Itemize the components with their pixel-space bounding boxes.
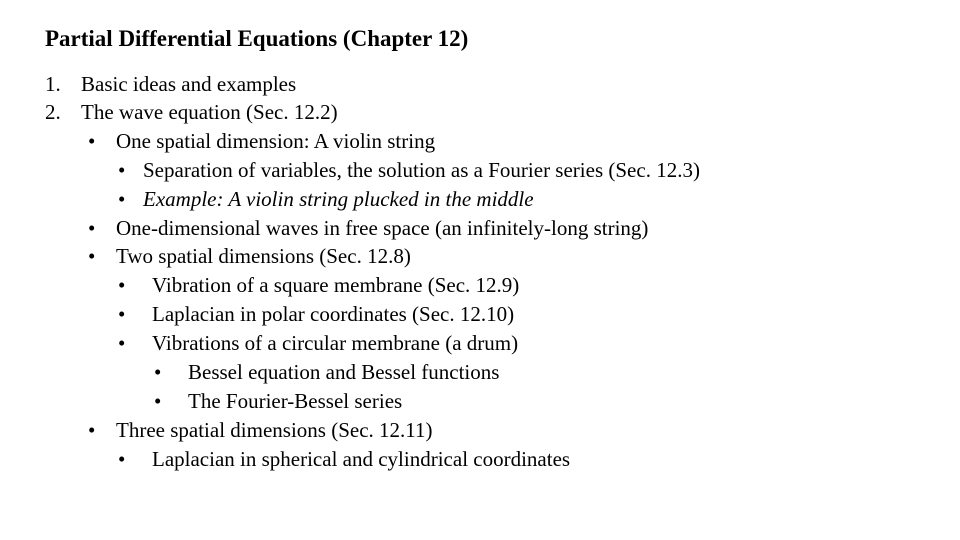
list-item: Laplacian in polar coordinates (Sec. 12.10) — [152, 302, 515, 326]
bullet-marker: • — [118, 331, 126, 355]
list-item: Vibration of a square membrane (Sec. 12.9) — [152, 273, 520, 297]
slide-title: Partial Differential Equations (Chapter 12) — [45, 26, 469, 51]
bullet-marker: • — [88, 244, 96, 268]
bullet-marker: • — [118, 447, 126, 471]
list-item: The wave equation (Sec. 12.2) — [81, 100, 338, 124]
list-marker: 2. — [45, 100, 61, 124]
bullet-marker: • — [154, 389, 162, 413]
bullet-marker: • — [118, 273, 126, 297]
bullet-marker: • — [118, 158, 126, 182]
bullet-marker: • — [88, 129, 96, 153]
list-item: One-dimensional waves in free space (an infinitely-long string) — [116, 216, 649, 240]
list-item: Laplacian in spherical and cylindrical coordinates — [152, 447, 571, 471]
list-item-example: Example: A violin string plucked in the middle — [143, 187, 534, 211]
bullet-marker: • — [88, 418, 96, 442]
list-item: Basic ideas and examples — [81, 72, 297, 96]
bullet-marker: • — [118, 302, 126, 326]
list-item: One spatial dimension: A violin string — [116, 129, 436, 153]
list-item: Vibrations of a circular membrane (a drum) — [152, 331, 519, 355]
bullet-marker: • — [154, 360, 162, 384]
list-marker: 1. — [45, 72, 61, 96]
list-item: Separation of variables, the solution as a Fourier series (Sec. 12.3) — [143, 158, 700, 182]
list-item: The Fourier-Bessel series — [188, 389, 403, 413]
list-item: Bessel equation and Bessel functions — [188, 360, 500, 384]
bullet-marker: • — [88, 216, 96, 240]
list-item: Three spatial dimensions (Sec. 12.11) — [116, 418, 433, 442]
bullet-marker: • — [118, 187, 126, 211]
list-item: Two spatial dimensions (Sec. 12.8) — [116, 244, 411, 268]
